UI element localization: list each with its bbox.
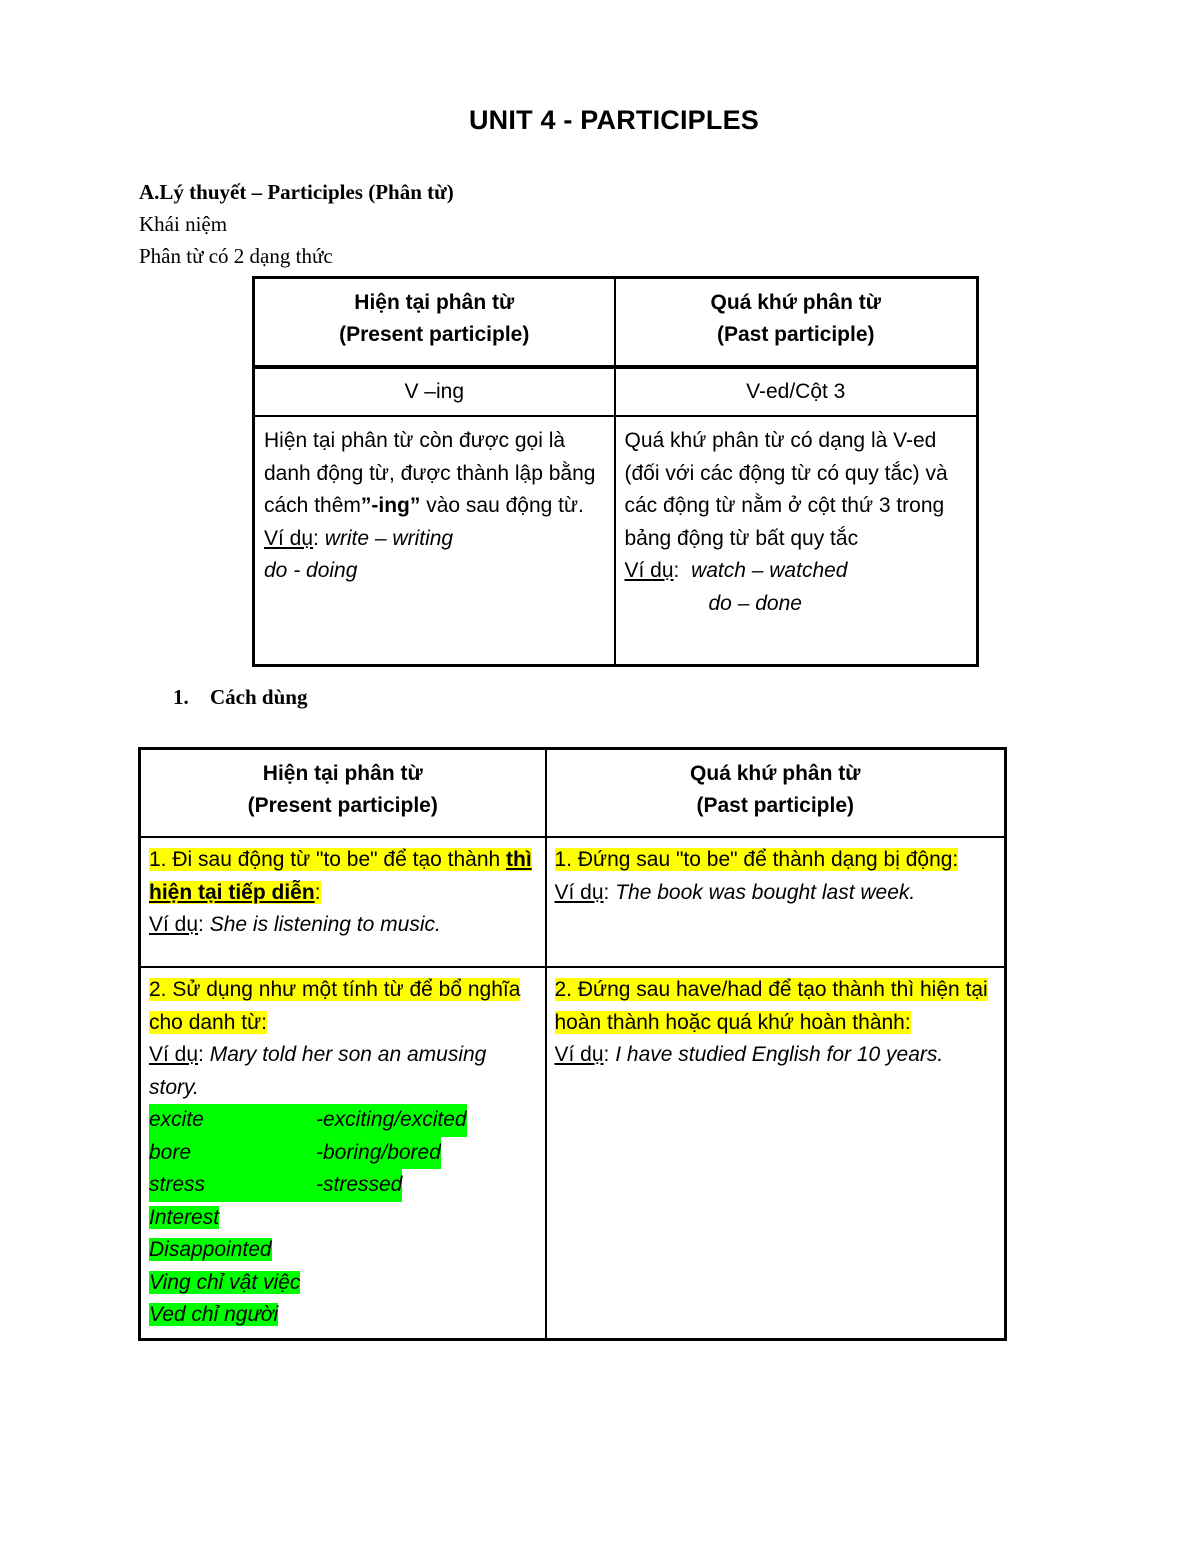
adjective-pair-forms: -boring/bored bbox=[316, 1140, 441, 1164]
adjective-pair-word: excite bbox=[149, 1108, 204, 1131]
present-participle-header: Hiện tại phân từ (Present participle) bbox=[254, 278, 615, 368]
adjective-pair-forms: -stressed bbox=[316, 1173, 403, 1196]
extra-word: Interest bbox=[149, 1205, 220, 1229]
present-form-cell: V –ing bbox=[254, 367, 615, 416]
adjective-pair-word: bore bbox=[149, 1140, 192, 1164]
adjective-pair-word: stress bbox=[149, 1173, 206, 1196]
present-participle-header: Hiện tại phân từ (Present participle) bbox=[140, 749, 546, 838]
past-participle-header: Quá khứ phân từ (Past participle) bbox=[546, 749, 1006, 838]
present-description-cell: Hiện tại phân từ còn được gọi là danh động từ, được thành lập bằng cách thêm”-ing” vào sau động từ. Ví dụ: write – writing do - doing bbox=[254, 416, 615, 666]
extra-word: Ving chỉ vật việc bbox=[149, 1270, 301, 1294]
past-usage-1-cell: 1. Đứng sau "to be" để thành dạng bị động: Ví dụ: The book was bought last week. bbox=[546, 837, 1006, 967]
present-usage-1-cell: 1. Đi sau động từ "to be" để tạo thành thì hiện tại tiếp diễn: Ví dụ: She is listening to music. bbox=[140, 837, 546, 967]
adjective-pair-forms: -exciting/excited bbox=[316, 1108, 467, 1131]
forms-intro: Phân từ có 2 dạng thức bbox=[139, 244, 333, 268]
past-description-cell: Quá khứ phân từ có dạng là V-ed (đối với các động từ có quy tắc) và các động từ nằm ở cột thứ 3 trong bảng động từ bất quy tắc Ví dụ: watch – watched do – done bbox=[615, 416, 978, 666]
extra-word: Ved chỉ người bbox=[149, 1303, 279, 1326]
concept-label: Khái niệm bbox=[139, 212, 228, 236]
participle-usage-table bbox=[138, 747, 1007, 1341]
page-title: UNIT 4 - PARTICIPLES bbox=[468, 105, 760, 135]
past-form-cell: V-ed/Cột 3 bbox=[615, 367, 978, 416]
past-usage-2-cell: 2. Đứng sau have/had để tạo thành thì hiện tại hoàn thành hoặc quá khứ hoàn thành: Ví dụ: I have studied English for 10 years. bbox=[546, 967, 1006, 1340]
participle-forms-table bbox=[252, 276, 979, 667]
extra-word: Disappointed bbox=[149, 1238, 272, 1261]
section-a-heading: A.Lý thuyết – Participles (Phân từ) bbox=[139, 180, 454, 204]
usage-heading: 1. Cách dùng bbox=[173, 685, 308, 709]
past-participle-header: Quá khứ phân từ (Past participle) bbox=[615, 278, 978, 368]
present-usage-2-cell: 2. Sử dụng như một tính từ để bổ nghĩa cho danh từ: Ví dụ: Mary told her son an amusing story. excite -exciting/excited bore -boring/bored stress -stressed Interest Disappointed Ving chỉ vật việc Ved chỉ người bbox=[140, 967, 546, 1340]
